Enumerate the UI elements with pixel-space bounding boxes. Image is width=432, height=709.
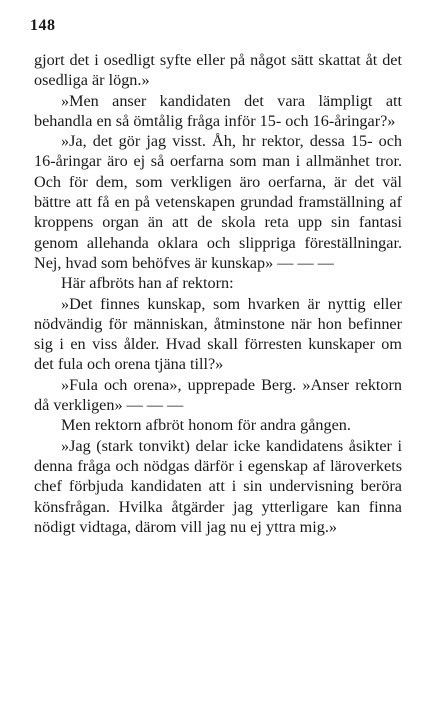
paragraph-1: gjort det i osedligt syfte eller på något sätt skattat åt det osedliga är lögn.» <box>34 51 402 90</box>
paragraph-8: »Jag (stark tonvikt) delar icke kandidatens åsikter i denna fråga och nödgas därför i egenskap af läroverkets chef förbjuda kandidaten att i sin undervisning beröra könsfrågan. Hvilka åtgärder jag ytterligare kan finna nödigt vidtaga, därom vill jag nu ej yttra mig.» <box>34 436 402 536</box>
paragraph-7: Men rektorn afbröt honom för andra gången. <box>61 416 351 435</box>
paragraph-4: Här afbröts han af rektorn: <box>61 274 234 293</box>
page-number: 148 <box>30 17 56 34</box>
body-text <box>34 50 402 537</box>
paragraph-6: »Fula och orena», upprepade Berg. »Anser rektorn då verkligen» — — — <box>34 375 402 415</box>
paragraph-2: »Men anser kandidaten det vara lämpligt att behandla en så ömtålig fråga inför 15- och 16-åringar?» <box>34 91 402 130</box>
paragraph-5: »Det finnes kunskap, som hvarken är nyttig eller nödvändig för människan, åtminstone när hon befinner sig i en viss ålder. Hvad skall förresten kunskaper om det fula och orena tjäna till?» <box>34 294 402 374</box>
paragraph-3: »Ja, det gör jag visst. Åh, hr rektor, dessa 15- och 16-åringar äro ej så oerfarna som man i allmänhet tror. Och för dem, som verkligen äro oerfarna, är det väl bättre att få en på vetenskapen grundad framställning af kroppens organ än att de skola reta upp sin fantasi genom allehanda oklara och slippriga föreställningar. Nej, hvad som behöfves är kunskap» — — — <box>34 132 402 272</box>
